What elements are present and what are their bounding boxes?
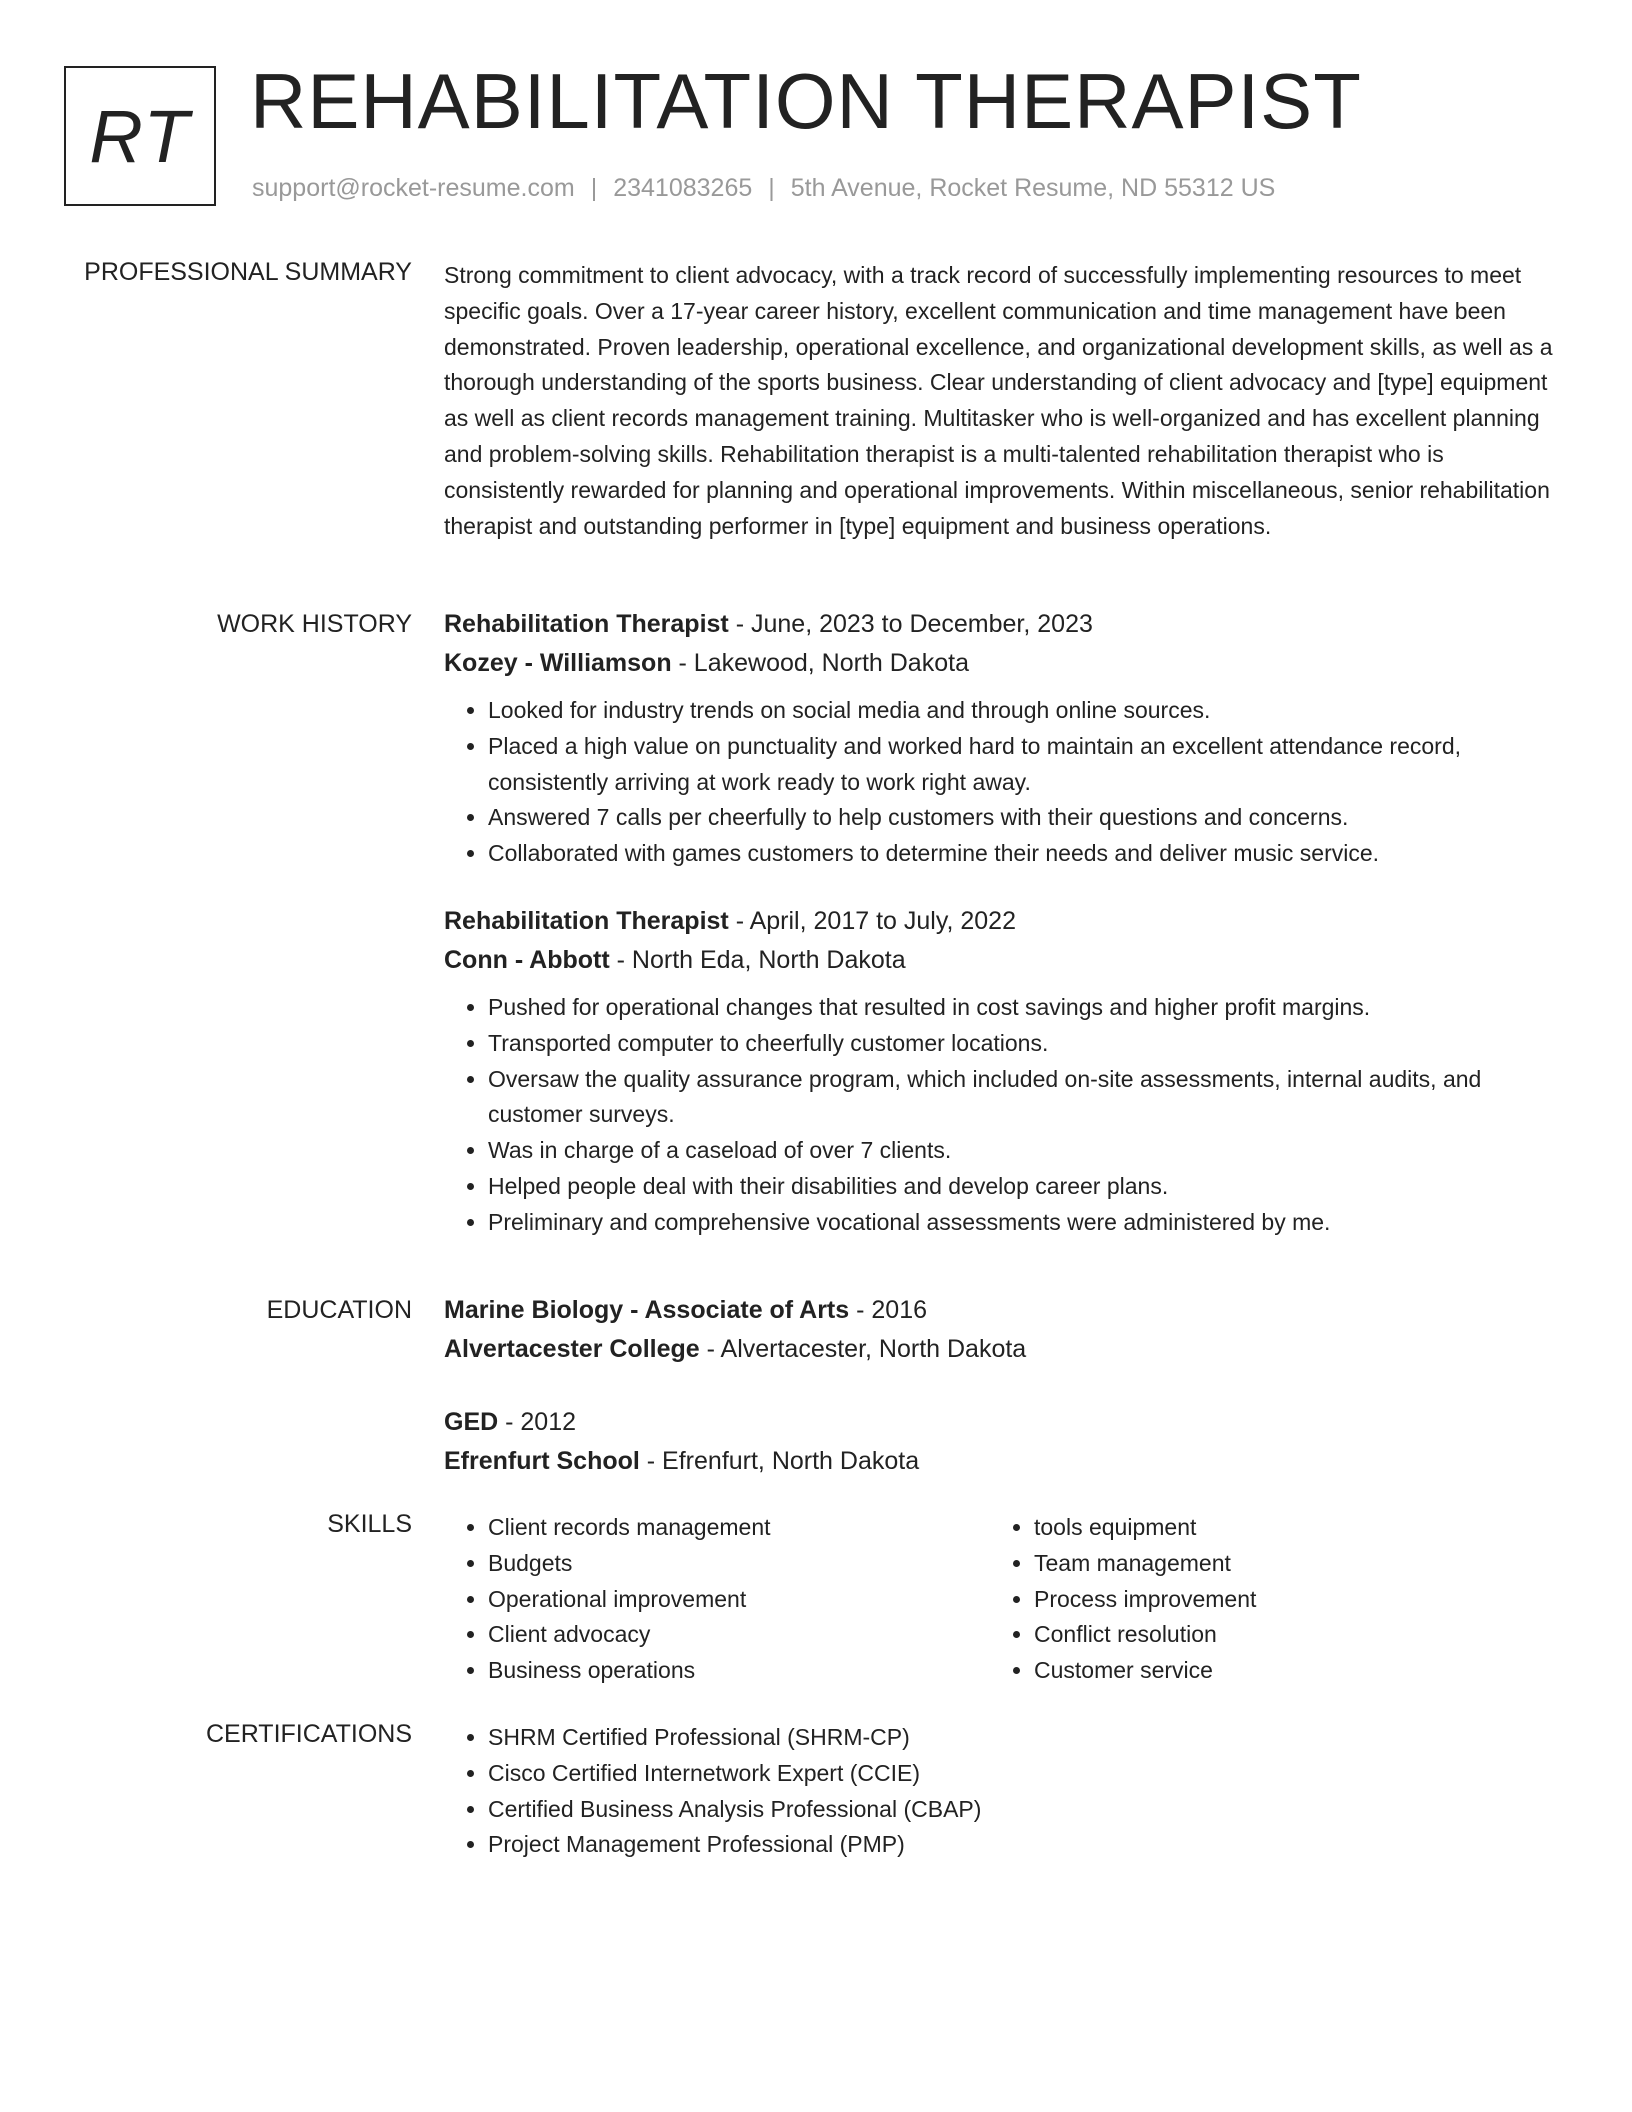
job-company-line [444,644,1560,683]
education-year: - 2016 [849,1296,928,1324]
list-item: • Process improvement [1034,1582,1536,1618]
list-item: • Client advocacy [488,1617,990,1653]
job-title-line [444,902,1560,941]
list-item: • Answered 7 calls per cheerfully to help customers with their questions and concerns. [488,800,1560,836]
contact-separator: | [768,174,775,202]
education-entry [444,1291,1560,1369]
job-title: Rehabilitation Therapist [444,610,729,638]
education-school-line [444,1330,1560,1369]
job-company: Conn - Abbott [444,945,610,974]
page-title: REHABILITATION THERAPIST [250,57,1362,145]
education-degree-line [444,1403,1560,1442]
skills-list-left [444,1510,990,1689]
initials-monogram [64,66,216,206]
education-school: Alvertacester College [444,1335,700,1363]
list-item: • Preliminary and comprehensive vocational assessments were administered by me. [488,1205,1560,1241]
list-item: • tools equipment [1034,1510,1536,1546]
summary-text: Strong commitment to client advocacy, with a track record of successfully implementing resources to meet specific goals. Over a 17-year career history, excellent communication and time management have been demonstrated. Proven leadership, operational excellence, and organizational development skills, as well as a thorough understanding of the sports business. Clear understanding of client advocacy and [type] equipment as well as client records management training. Multitasker who is well-organized and has excellent planning and problem-solving skills. Rehabilitation therapist is a multi-talented rehabilitation therapist who is consistently rewarded for planning and operational improvements. Within miscellaneous, senior rehabilitation therapist and outstanding performer in [type] equipment and business operations. [444,262,1553,539]
list-item: • Conflict resolution [1034,1617,1536,1653]
work-body [444,605,1560,1271]
contact-address: 5th Avenue, Rocket Resume, ND 55312 US [790,174,1276,202]
list-item: • Operational improvement [488,1582,990,1618]
list-item: • Oversaw the quality assurance program, which included on-site assessments, internal audits, and customer surveys. [488,1062,1560,1134]
education-school-line [444,1442,1560,1481]
job-bullets [444,693,1560,872]
summary-body [444,258,1560,544]
job-location: - Lakewood, North Dakota [671,649,969,677]
list-item: • Project Management Professional (PMP) [488,1827,1560,1863]
list-item: • Pushed for operational changes that resulted in cost savings and higher profit margins. [488,990,1560,1026]
job-entry [444,902,1560,1241]
job-dates: - April, 2017 to July, 2022 [728,906,1016,935]
list-item: • Looked for industry trends on social media and through online sources. [488,693,1560,729]
certifications-label: CERTIFICATIONS [205,1720,412,1748]
job-bullets [444,990,1560,1241]
skills-body [444,1510,1560,1689]
job-location: - North Eda, North Dakota [609,945,906,974]
list-item: • Collaborated with games customers to determine their needs and deliver music service. [488,836,1560,872]
education-location: - Alvertacester, North Dakota [699,1335,1027,1363]
list-item: • Helped people deal with their disabilities and develop career plans. [488,1169,1560,1205]
list-item: • Was in charge of a caseload of over 7 clients. [488,1133,1560,1169]
list-item: • Certified Business Analysis Professional (CBAP) [488,1792,1560,1828]
skills-label: SKILLS [327,1510,412,1538]
certifications-body [444,1720,1560,1863]
job-dates: - June, 2023 to December, 2023 [728,610,1093,638]
skills-grid [444,1510,1560,1689]
skills-list-right [990,1510,1536,1689]
certifications-list [444,1720,1560,1863]
list-item: • Team management [1034,1546,1536,1582]
list-item: • Client records management [488,1510,990,1546]
education-location: - Efrenfurt, North Dakota [639,1447,920,1475]
job-entry [444,605,1560,872]
list-item: • Cisco Certified Internetwork Expert (CCIE) [488,1756,1560,1792]
education-degree: GED [444,1408,499,1436]
education-body [444,1291,1560,1515]
contact-email[interactable]: support@rocket-resume.com [252,174,575,202]
list-item: • Placed a high value on punctuality and worked hard to maintain an excellent attendance record, consistently arriving at work ready to work right away. [488,729,1560,801]
job-title-line [444,605,1560,644]
list-item: • SHRM Certified Professional (SHRM-CP) [488,1720,1560,1756]
education-entry [444,1403,1560,1481]
education-year: - 2012 [498,1408,577,1436]
work-label: WORK HISTORY [217,610,412,638]
contact-separator: | [590,174,598,202]
initials-text: RT [89,94,191,178]
job-company-line [444,941,1560,980]
list-item: • Transported computer to cheerfully customer locations. [488,1026,1560,1062]
list-item: • Customer service [1034,1653,1536,1689]
list-item: • Budgets [488,1546,990,1582]
list-item: • Business operations [488,1653,990,1689]
contact-line [252,174,1275,203]
education-degree-line [444,1291,1560,1330]
job-title: Rehabilitation Therapist [444,906,729,935]
education-label: EDUCATION [266,1296,412,1324]
education-school: Efrenfurt School [444,1447,640,1475]
summary-label: PROFESSIONAL SUMMARY [84,258,412,286]
job-company: Kozey - Williamson [444,649,672,677]
contact-phone[interactable]: 2341083265 [613,174,753,202]
education-degree: Marine Biology - Associate of Arts [444,1296,850,1324]
